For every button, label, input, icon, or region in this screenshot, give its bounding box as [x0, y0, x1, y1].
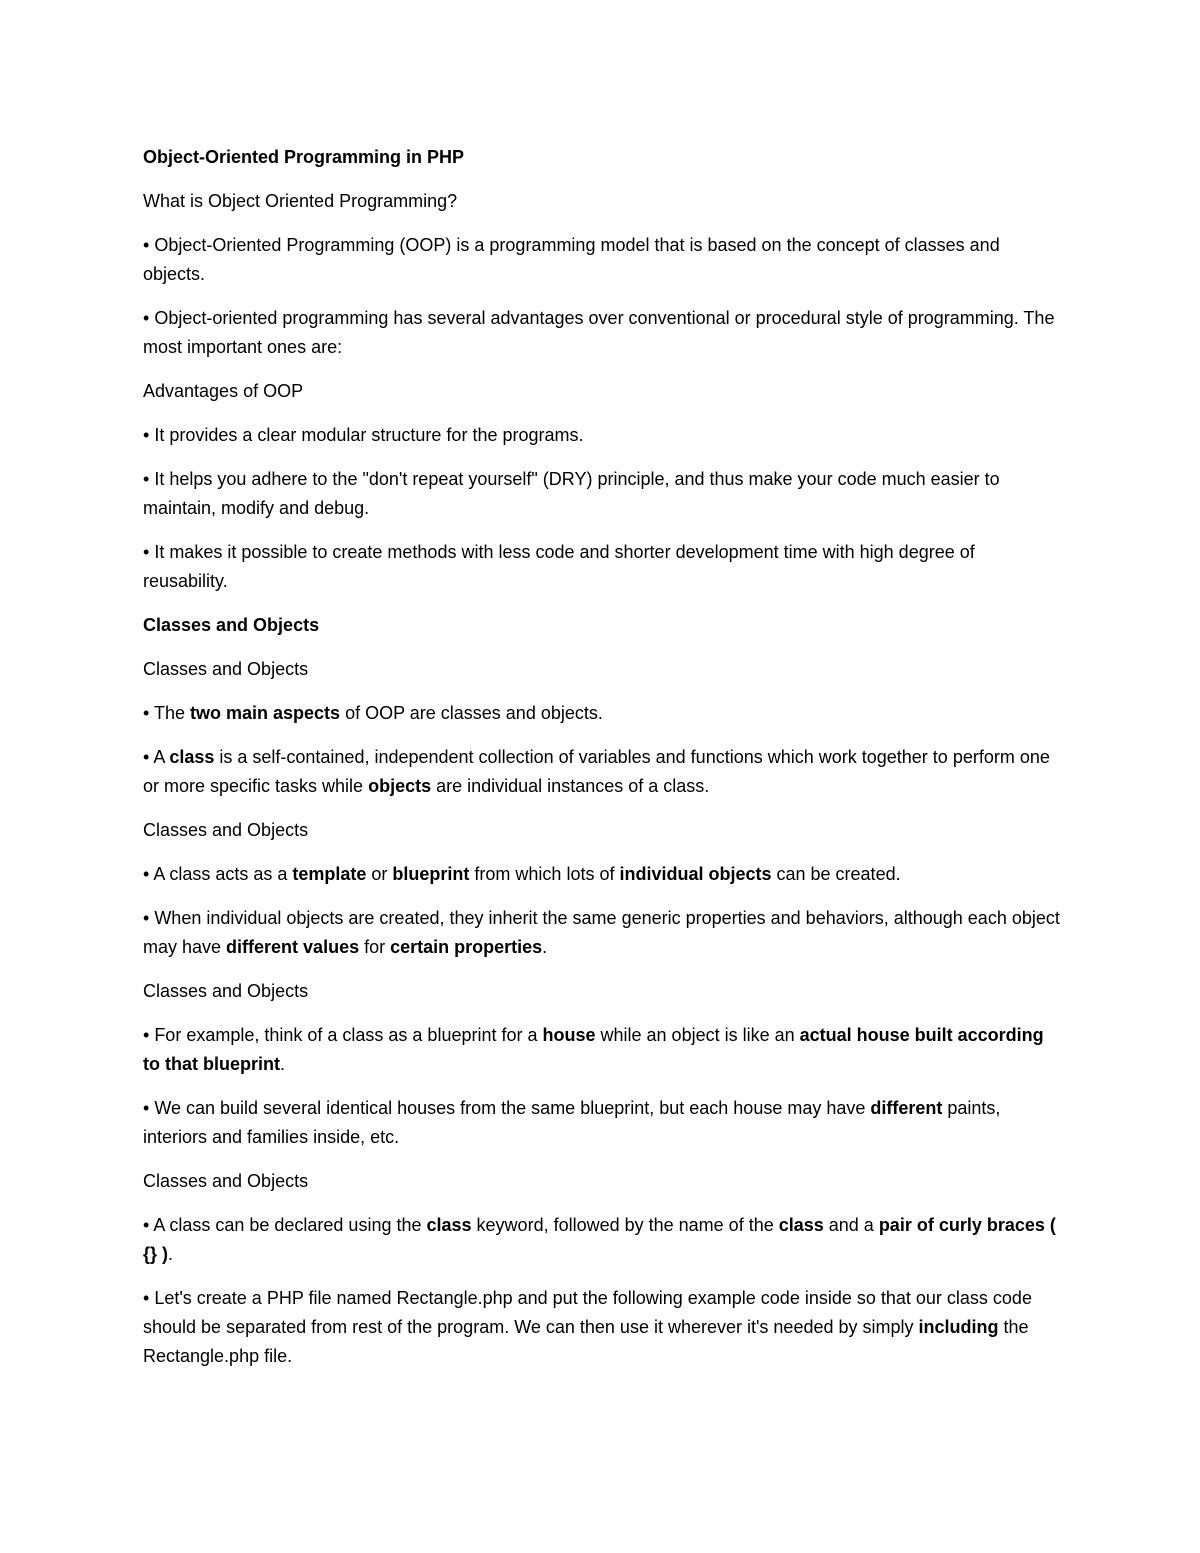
bold-text-run: actual house built according to that blueprint — [143, 1025, 1044, 1074]
text-run: of OOP are classes and objects. — [340, 703, 603, 723]
text-run: from which lots of — [469, 864, 620, 884]
bullet-icon: • — [143, 425, 155, 445]
text-run: or — [366, 864, 393, 884]
bullet-icon: • — [143, 1025, 155, 1045]
bullet-paragraph — [143, 1094, 1063, 1152]
bold-text-run: blueprint — [392, 864, 470, 884]
bullet-paragraph — [143, 304, 1063, 362]
text-run: We can build several identical houses from the same blueprint, but each house may have — [154, 1098, 871, 1118]
bold-text-run: pair of curly braces ( {} ) — [143, 1215, 1056, 1264]
text-run: paints, interiors and families inside, etc. — [143, 1098, 1001, 1147]
text-run: while an object is like an — [595, 1025, 800, 1045]
text-run: and a — [823, 1215, 879, 1235]
text-run: the Rectangle.php file. — [143, 1317, 1029, 1366]
bullet-icon: • — [143, 1215, 154, 1235]
bullet-paragraph — [143, 1021, 1063, 1079]
section-heading: What is Object Oriented Programming? — [143, 191, 458, 211]
text-run: It helps you adhere to the "don't repeat yourself" (DRY) principle, and thus make your code much easier to maintain, modify and debug. — [143, 469, 1000, 518]
section-heading: Classes and Objects — [143, 981, 309, 1001]
bold-text-run: different — [870, 1098, 943, 1118]
bold-text-run: individual objects — [619, 864, 772, 884]
bullet-icon: • — [143, 469, 155, 489]
bullet-paragraph — [143, 1284, 1063, 1371]
text-run: Object-Oriented Programming (OOP) is a programming model that is based on the concept of classes and objects. — [143, 235, 1000, 284]
text-run: Object-oriented programming has several advantages over conventional or procedural style of programming. The most important ones are: — [143, 308, 1055, 357]
paragraph-list — [143, 187, 1063, 1371]
text-run: Let's create a PHP file named Rectangle.php and put the following example code inside so that our class code should be separated from rest of the program. We can then use it wherever it's needed by simply — [143, 1288, 1032, 1337]
bold-text-run: including — [918, 1317, 999, 1337]
text-run: A class can be declared using the — [153, 1215, 427, 1235]
text-run: is a self-contained, independent collection of variables and functions which work together to perform one or more specific tasks while — [143, 747, 1050, 796]
bullet-icon: • — [143, 1288, 155, 1308]
text-run: . — [542, 937, 548, 957]
bold-text-run: class — [778, 1215, 824, 1235]
text-run: . — [279, 1054, 285, 1074]
text-run: The — [153, 703, 191, 723]
section-heading: Classes and Objects — [143, 659, 309, 679]
bold-text-run: template — [292, 864, 367, 884]
text-run: A class acts as a — [153, 864, 293, 884]
bullet-icon: • — [143, 864, 154, 884]
text-run: For example, think of a class as a blueprint for a — [154, 1025, 543, 1045]
bullet-paragraph — [143, 1211, 1063, 1269]
bold-text-run: two main aspects — [190, 703, 341, 723]
bullet-icon: • — [143, 703, 154, 723]
bullet-icon: • — [143, 1098, 155, 1118]
bold-text-run: certain properties — [390, 937, 543, 957]
bullet-paragraph — [143, 231, 1063, 289]
section-heading: Classes and Objects — [143, 820, 309, 840]
section-heading-bold: Classes and Objects — [143, 615, 320, 635]
section-heading: Advantages of OOP — [143, 381, 304, 401]
document-body — [143, 143, 1063, 1386]
section-heading: Classes and Objects — [143, 1171, 309, 1191]
bullet-paragraph — [143, 699, 1063, 728]
text-run: for — [359, 937, 391, 957]
bullet-icon: • — [143, 542, 155, 562]
text-run: A — [153, 747, 170, 767]
text-run: can be created. — [771, 864, 901, 884]
bullet-paragraph — [143, 860, 1063, 889]
bold-text-run: class — [169, 747, 215, 767]
bullet-icon: • — [143, 235, 155, 255]
bullet-paragraph — [143, 538, 1063, 596]
bullet-paragraph — [143, 904, 1063, 962]
bullet-icon: • — [143, 747, 154, 767]
bold-text-run: different values — [226, 937, 360, 957]
text-run: It provides a clear modular structure for the programs. — [154, 425, 584, 445]
bullet-paragraph — [143, 743, 1063, 801]
text-run: are individual instances of a class. — [431, 776, 710, 796]
bold-text-run: class — [426, 1215, 472, 1235]
bullet-icon: • — [143, 908, 155, 928]
bullet-paragraph — [143, 465, 1063, 523]
bold-text-run: objects — [368, 776, 432, 796]
document-title: Object-Oriented Programming in PHP — [143, 147, 465, 167]
bullet-paragraph — [143, 421, 1063, 450]
bold-text-run: house — [542, 1025, 596, 1045]
bullet-icon: • — [143, 308, 155, 328]
text-run: When individual objects are created, they inherit the same generic properties and behaviors, although each object may have — [143, 908, 1060, 957]
text-run: keyword, followed by the name of the — [471, 1215, 779, 1235]
text-run: It makes it possible to create methods with less code and shorter development time with high degree of reusability. — [143, 542, 975, 591]
text-run: . — [168, 1244, 174, 1264]
